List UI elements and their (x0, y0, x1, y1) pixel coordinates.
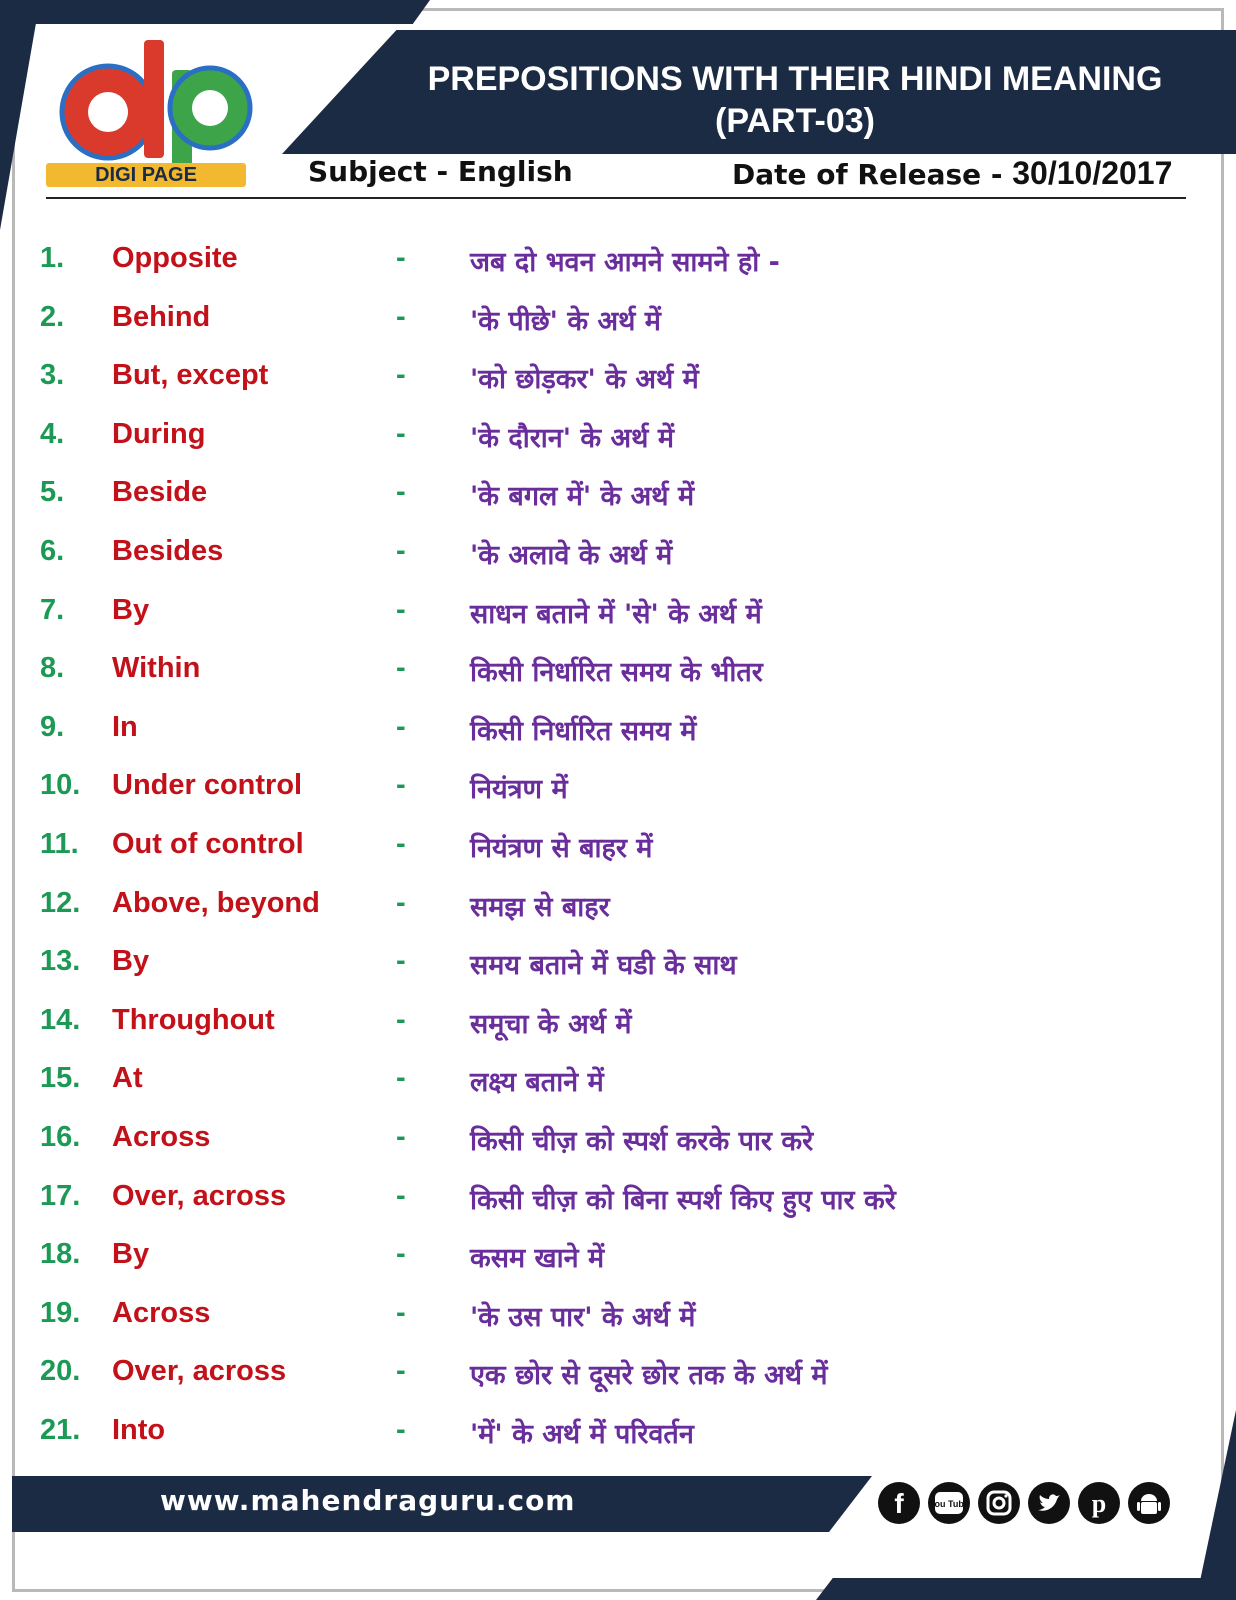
hindi-meaning: 'को छोड़कर' के अर्थ में (470, 364, 699, 396)
list-item (40, 1406, 1190, 1465)
list-item (40, 937, 1190, 996)
list-item (40, 1054, 1190, 1113)
preposition-term: By (112, 593, 150, 626)
release-info (732, 155, 1172, 192)
subject-label: Subject - English (308, 155, 573, 188)
item-number: 16. (40, 1120, 81, 1153)
item-number: 11. (40, 827, 79, 860)
preposition-term: Under control (112, 769, 303, 802)
item-number: 14. (40, 1003, 81, 1036)
item-number: 13. (40, 945, 81, 978)
item-number: 18. (40, 1238, 81, 1271)
separator-dash: - (396, 710, 406, 743)
item-number: 1. (40, 242, 65, 274)
logo-d-letter (62, 40, 164, 158)
separator-dash: - (396, 886, 406, 919)
item-number: 20. (40, 1355, 81, 1388)
list-item (40, 1289, 1190, 1348)
pinterest-icon[interactable] (1078, 1482, 1120, 1524)
separator-dash: - (396, 1179, 406, 1212)
preposition-term: Beside (112, 476, 208, 509)
preposition-term: Over, across (112, 1179, 287, 1212)
separator-dash: - (396, 359, 406, 392)
hindi-meaning: 'के बगल में' के अर्थ में (470, 481, 695, 513)
list-item (40, 410, 1190, 469)
svg-text:p: p (1091, 1489, 1107, 1518)
preposition-term: Over, across (112, 1355, 287, 1388)
list-item (40, 293, 1190, 352)
release-label: Date of Release - (732, 158, 1003, 191)
list-item (40, 1113, 1190, 1172)
hindi-meaning: समय बताने में घडी के साथ (470, 950, 737, 982)
digi-page-tag: DIGI PAGE (46, 163, 246, 187)
prepositions-list (40, 234, 1190, 1464)
preposition-term: At (112, 1062, 143, 1095)
hindi-meaning: नियंत्रण से बाहर में (470, 832, 653, 864)
separator-dash: - (396, 1355, 406, 1388)
separator-dash: - (396, 1062, 406, 1095)
bottom-decor-strip (816, 1578, 1236, 1600)
hindi-meaning: समझ से बाहर (470, 891, 610, 923)
social-icons (878, 1482, 1170, 1524)
preposition-term: Within (112, 652, 201, 685)
item-number: 5. (40, 476, 65, 509)
twitter-icon[interactable] (1028, 1482, 1070, 1524)
preposition-term: Opposite (112, 242, 238, 274)
youtube-icon[interactable] (928, 1482, 970, 1524)
svg-text:You Tube: You Tube (929, 1499, 969, 1509)
bottom-right-corner-decor (1196, 1410, 1236, 1600)
separator-dash: - (396, 1120, 406, 1153)
list-item (40, 761, 1190, 820)
preposition-term: Across (112, 1120, 211, 1153)
svg-text:f: f (894, 1488, 904, 1519)
separator-dash: - (396, 1003, 406, 1036)
title-line-1: PREPOSITIONS WITH THEIR HINDI MEANING (427, 60, 1163, 98)
list-item (40, 351, 1190, 410)
preposition-term: By (112, 945, 150, 978)
hindi-meaning: किसी चीज़ को स्पर्श करके पार करे (470, 1125, 814, 1157)
hindi-meaning: किसी निर्धारित समय के भीतर (470, 657, 763, 689)
item-number: 7. (40, 593, 65, 626)
hindi-meaning: एक छोर से दूसरे छोर तक के अर्थ में (470, 1360, 828, 1392)
preposition-term: Besides (112, 534, 224, 567)
item-number: 3. (40, 359, 65, 392)
hindi-meaning: समूचा के अर्थ में (470, 1008, 632, 1040)
top-decor-strip (0, 0, 430, 24)
hindi-meaning: किसी चीज़ को बिना स्पर्श किए हुए पार करे (470, 1184, 896, 1216)
preposition-term: Across (112, 1296, 211, 1329)
website-url[interactable]: www.mahendraguru.com (160, 1484, 576, 1517)
preposition-term: But, except (112, 359, 269, 392)
preposition-term: Throughout (112, 1003, 275, 1036)
page-title (380, 58, 1210, 142)
hindi-meaning: 'के दौरान' के अर्थ में (470, 422, 674, 454)
list-item (40, 527, 1190, 586)
separator-dash: - (396, 827, 406, 860)
list-item (40, 644, 1190, 703)
separator-dash: - (396, 534, 406, 567)
preposition-term: Above, beyond (112, 886, 320, 919)
preposition-term: Into (112, 1413, 166, 1446)
header-divider (46, 197, 1186, 199)
item-number: 12. (40, 886, 81, 919)
preposition-term: By (112, 1238, 150, 1271)
item-number: 8. (40, 652, 65, 685)
item-number: 6. (40, 534, 65, 567)
hindi-meaning: 'के पीछे' के अर्थ में (470, 305, 661, 337)
separator-dash: - (396, 476, 406, 509)
hindi-meaning: लक्ष्य बताने में (470, 1067, 604, 1099)
list-item (40, 820, 1190, 879)
hindi-meaning: साधन बताने में 'से' के अर्थ में (470, 598, 762, 630)
preposition-term: During (112, 417, 206, 450)
separator-dash: - (396, 300, 406, 333)
preposition-term: In (112, 710, 138, 743)
list-item (40, 1230, 1190, 1289)
separator-dash: - (396, 417, 406, 450)
hindi-meaning: नियंत्रण में (470, 774, 568, 806)
item-number: 9. (40, 710, 65, 743)
list-item (40, 1172, 1190, 1231)
item-number: 2. (40, 300, 65, 333)
item-number: 15. (40, 1062, 81, 1095)
list-item (40, 468, 1190, 527)
separator-dash: - (396, 652, 406, 685)
instagram-icon[interactable] (978, 1482, 1020, 1524)
item-number: 10. (40, 769, 81, 802)
preposition-term: Out of control (112, 827, 304, 860)
hindi-meaning: 'के अलावे के अर्थ में (470, 539, 673, 571)
hindi-meaning: 'में' के अर्थ में परिवर्तन (470, 1418, 694, 1450)
item-number: 17. (40, 1179, 81, 1212)
separator-dash: - (396, 593, 406, 626)
hindi-meaning: 'के उस पार' के अर्थ में (470, 1301, 696, 1333)
release-date: 30/10/2017 (1012, 155, 1173, 191)
hindi-meaning: किसी निर्धारित समय में (470, 715, 697, 747)
list-item (40, 1347, 1190, 1406)
android-icon[interactable] (1128, 1482, 1170, 1524)
list-item (40, 703, 1190, 762)
top-left-corner-decor (0, 0, 40, 230)
separator-dash: - (396, 242, 406, 274)
preposition-term: Behind (112, 300, 211, 333)
facebook-icon[interactable] (878, 1482, 920, 1524)
item-number: 4. (40, 417, 65, 450)
list-item (40, 996, 1190, 1055)
separator-dash: - (396, 1296, 406, 1329)
hindi-meaning: कसम खाने में (470, 1243, 605, 1275)
list-item (40, 234, 1190, 293)
hindi-meaning: जब दो भवन आमने सामने हो - (470, 247, 780, 278)
separator-dash: - (396, 769, 406, 802)
separator-dash: - (396, 945, 406, 978)
list-item (40, 586, 1190, 645)
separator-dash: - (396, 1413, 406, 1446)
list-item (40, 879, 1190, 938)
separator-dash: - (396, 1238, 406, 1271)
item-number: 21. (40, 1413, 81, 1446)
title-line-2: (PART-03) (715, 102, 875, 140)
item-number: 19. (40, 1296, 81, 1329)
